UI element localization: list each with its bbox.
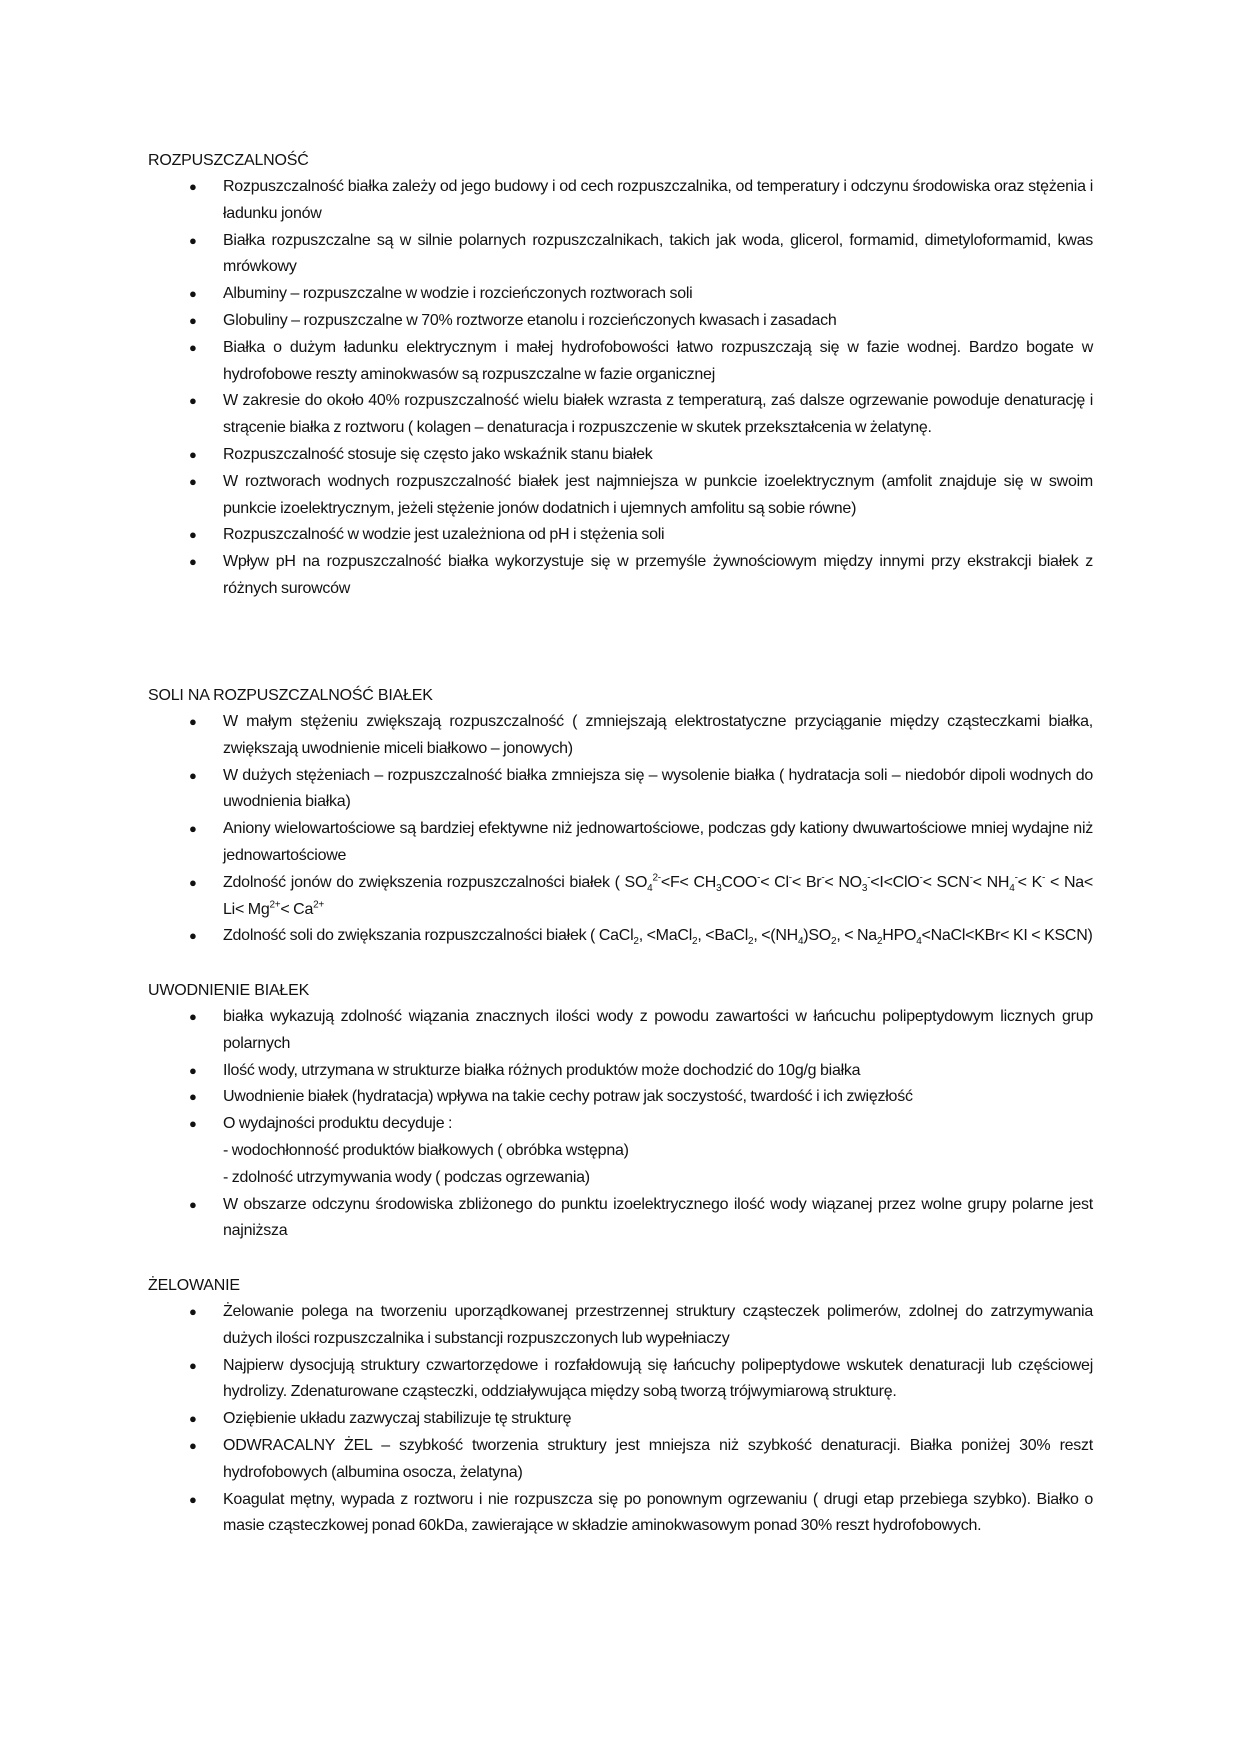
list-item: ● W małym stężeniu zwiększają rozpuszczalność ( zmniejszają elektrostatyczne przyciąganie między cząsteczkami białka, zwiększają uwodnienie miceli białkowo – jonowych) bbox=[148, 709, 1093, 763]
list-item: ● Białka o dużym ładunku elektrycznym i małej hydrofobowości łatwo rozpuszczają się w fazie wodnej. Bardzo bogate w hydrofobowe reszty aminokwasów są rozpuszczalne w fazie organicznej bbox=[148, 335, 1093, 389]
list-item: ● O wydajności produktu decyduje : - wodochłonność produktów białkowych ( obróbka wstępna) - zdolność utrzymywania wody ( podczas ogrzewania) bbox=[148, 1111, 1093, 1191]
bullet-icon: ● bbox=[189, 232, 197, 248]
bullet-icon: ● bbox=[189, 1196, 197, 1212]
bullet-icon: ● bbox=[189, 1357, 197, 1373]
list-item: ● Oziębienie układu zazwyczaj stabilizuje tę strukturę bbox=[148, 1406, 1093, 1433]
list-item bbox=[148, 923, 1093, 950]
bullet-icon: ● bbox=[189, 1411, 197, 1427]
bullet-icon: ● bbox=[189, 1009, 197, 1024]
list-item: ● Globuliny – rozpuszczalne w 70% roztworze etanolu i rozcieńczonych kwasach i zasadach bbox=[148, 308, 1093, 335]
list-item: ● W obszarze odczynu środowiska zbliżonego do punktu izoelektrycznego ilość wody wiązanej przez wolne grupy polarne jest najniższa bbox=[148, 1192, 1093, 1246]
bullet-icon: ● bbox=[189, 393, 197, 409]
bullet-icon: ● bbox=[189, 874, 197, 890]
bullet-icon: ● bbox=[189, 527, 197, 543]
list-item: ● Koagulat mętny, wypada z roztworu i nie rozpuszcza się po ponownym ogrzewaniu ( drugi etap przebiega szybko). Białko o masie cząsteczkowej ponad 60kDa, zawierające w składzie aminokwasowym ponad 30% reszt hydrofobowych. bbox=[148, 1487, 1093, 1541]
list-item: ● Białka rozpuszczalne są w silnie polarnych rozpuszczalnikach, takich jak woda, glicerol, formamid, dimetyloformamid, kwas mrówkowy bbox=[148, 228, 1093, 282]
bullet-icon: ● bbox=[189, 1062, 197, 1078]
section-heading: SOLI NA ROZPUSZCZALNOŚĆ BIAŁEK bbox=[148, 687, 433, 704]
list-item: ● ODWRACALNY ŻEL – szybkość tworzenia struktury jest mniejsza niż szybkość denaturacji. Białka poniżej 30% reszt hydrofobowych (albumina osocza, żelatyna) bbox=[148, 1433, 1093, 1487]
bullet-icon: ● bbox=[189, 928, 197, 944]
section-heading: ŻELOWANIE bbox=[148, 1277, 240, 1294]
list-item: ● Uwodnienie białek (hydratacja) wpływa na takie cechy potraw jak soczystość, twardość i ich zwięzłość bbox=[148, 1084, 1093, 1111]
list-item: ● W zakresie do około 40% rozpuszczalność wielu białek wzrasta z temperaturą, zaś dalsze ogrzewanie powoduje denaturację i strącenie białka z roztworu ( kolagen – denaturacja i rozpuszczenie w skutek przekształcenia w żelatynę. bbox=[148, 388, 1093, 442]
section-heading: UWODNIENIE BIAŁEK bbox=[148, 982, 310, 999]
section-uwodnienie bbox=[148, 978, 1093, 1245]
bullet-list bbox=[148, 174, 1093, 603]
list-item: ● Wpływ pH na rozpuszczalność białka wykorzystuje się w przemyśle żywnościowym między innymi przy ekstrakcji białek z różnych surowców bbox=[148, 549, 1093, 603]
bullet-icon: ● bbox=[189, 312, 197, 328]
bullet-icon: ● bbox=[189, 767, 197, 783]
bullet-list bbox=[148, 1004, 1093, 1245]
bullet-icon: ● bbox=[189, 714, 197, 729]
bullet-icon: ● bbox=[189, 1304, 197, 1319]
bullet-list bbox=[148, 1299, 1093, 1540]
list-item: ● Najpierw dysocjują struktury czwartorzędowe i rozfałdowują się łańcuchy polipeptydowe wskutek denaturacji lub częściowej hydrolizy. Zdenaturowane cząsteczki, oddziaływująca między sobą tworzą trójwymiarową strukturę. bbox=[148, 1353, 1093, 1407]
bullet-icon: ● bbox=[189, 554, 197, 570]
section-soli bbox=[148, 683, 1093, 950]
list-item: ● Rozpuszczalność stosuje się często jako wskaźnik stanu białek bbox=[148, 442, 1093, 469]
list-item: ● Żelowanie polega na tworzeniu uporządkowanej przestrzennej struktury cząsteczek polimerów, zdolnej do zatrzymywania dużych ilości rozpuszczalnika i substancji rozpuszczonych lub wypełniaczy bbox=[148, 1299, 1093, 1353]
list-item: ● Rozpuszczalność białka zależy od jego budowy i od cech rozpuszczalnika, od temperatury i odczynu środowiska oraz stężenia i ładunku jonów bbox=[148, 174, 1093, 228]
bullet-icon: ● bbox=[189, 1089, 197, 1105]
bullet-icon: ● bbox=[189, 179, 197, 194]
bullet-icon: ● bbox=[189, 446, 197, 462]
list-item: ● Aniony wielowartościowe są bardziej efektywne niż jednowartościowe, podczas gdy kationy dwuwartościowe mniej wydajne niż jednowartościowe bbox=[148, 816, 1093, 870]
list-item: ● W roztworach wodnych rozpuszczalność białek jest najmniejsza w punkcie izoelektrycznym (amfolit znajduje się w swoim punkcie izoelektrycznym, jeżeli stężenie jonów dodatnich i ujemnych amfolitu są sobie równe) bbox=[148, 469, 1093, 523]
bullet-icon: ● bbox=[189, 1116, 197, 1132]
list-item: ● Albuminy – rozpuszczalne w wodzie i rozcieńczonych roztworach soli bbox=[148, 281, 1093, 308]
salt-series-formula: Zdolność soli do zwiększania rozpuszczalności białek ( CaCl$_2$, <MaCl$_2$, <BaCl$_2$, $<(NH_4)SO_2$, < $Na_2HPO_4<NaCl<KBr<$ KI < KSCN) bbox=[223, 927, 1093, 948]
bullet-icon: ● bbox=[189, 1437, 197, 1453]
section-zelowanie bbox=[148, 1273, 1093, 1540]
list-item: ● W dużych stężeniach – rozpuszczalność białka zmniejsza się – wysolenie białka ( hydratacja soli – niedobór dipoli wodnych do uwodnienia białka) bbox=[148, 763, 1093, 817]
section-heading: ROZPUSZCZALNOŚĆ bbox=[148, 152, 309, 169]
list-item: ● Ilość wody, utrzymana w strukturze białka różnych produktów może dochodzić do 10g/g białka bbox=[148, 1058, 1093, 1085]
list-item: ● białka wykazują zdolność wiązania znacznych ilości wody z powodu zawartości w łańcuchu polipeptydowym licznych grup polarnych bbox=[148, 1004, 1093, 1058]
section-rozpuszczalnosc bbox=[148, 148, 1093, 603]
bullet-icon: ● bbox=[189, 286, 197, 302]
list-item bbox=[148, 870, 1093, 924]
list-item: ● Rozpuszczalność w wodzie jest uzależniona od pH i stężenia soli bbox=[148, 522, 1093, 549]
bullet-icon: ● bbox=[189, 473, 197, 489]
bullet-icon: ● bbox=[189, 821, 197, 837]
bullet-list bbox=[148, 709, 1093, 950]
bullet-icon: ● bbox=[189, 1491, 197, 1507]
bullet-icon: ● bbox=[189, 339, 197, 355]
ion-series-formula: Zdolność jonów do zwiększenia rozpuszczalności białek ( $SO_4^{2-}<F< CH_3COO^-< Cl^-< Br^-< NO_3^-<I<ClO^-< SCN^-< NH_4^-< K^- < Na< Li< Mg^{2+}< Ca^{2+}$ bbox=[223, 872, 1094, 918]
